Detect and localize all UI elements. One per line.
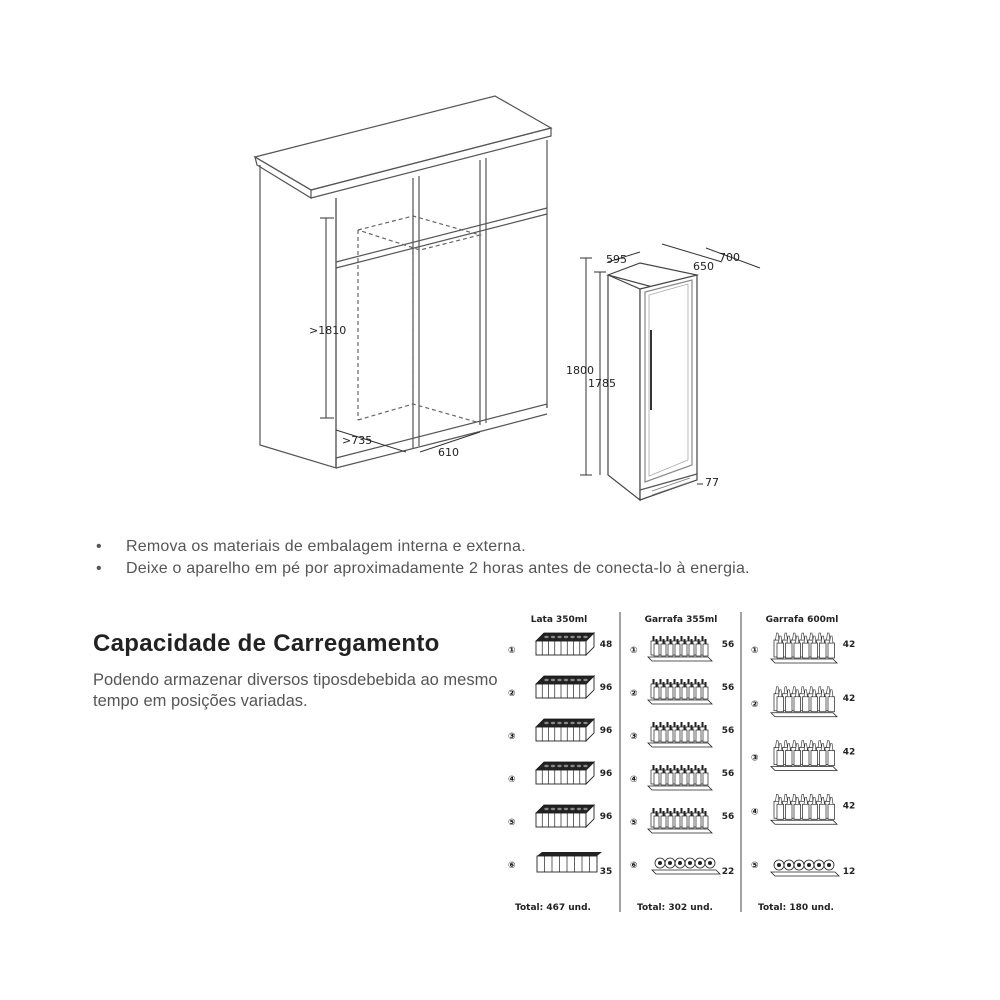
installation-notes	[96, 536, 750, 580]
shelf-count: 56	[721, 726, 735, 736]
shelf-number: ⑤	[508, 818, 516, 828]
shelf-small-bottle-icon	[648, 636, 712, 661]
note-item	[96, 536, 750, 558]
shelf-can-icon	[536, 676, 594, 698]
shelf-row	[508, 805, 612, 828]
shelf-can-icon	[536, 719, 594, 741]
dim-unit-depth-2: 700	[719, 251, 740, 264]
shelf-small-bottle-icon	[652, 858, 720, 874]
wine-cooler-drawing	[580, 244, 760, 500]
note-item	[96, 558, 750, 580]
shelf-can-icon	[536, 633, 594, 655]
shelf-number: ③	[751, 753, 759, 764]
shelf-row	[630, 858, 734, 877]
shelf-small-bottle-icon	[648, 679, 712, 704]
shelf-number: ②	[630, 689, 638, 699]
shelf-number: ③	[630, 732, 638, 742]
shelf-row	[751, 741, 855, 771]
shelf-count: 56	[721, 683, 735, 693]
shelf-large-bottle-icon	[771, 794, 837, 824]
shelf-row	[751, 633, 855, 663]
shelf-number: ④	[751, 807, 759, 818]
shelf-number: ③	[508, 732, 516, 742]
shelf-row	[630, 679, 734, 704]
shelf-row	[751, 860, 855, 877]
capacity-description: Podendo armazenar diversos tiposdebebida ao mesmo tempo em posições variadas.	[93, 671, 498, 710]
cabinet-drawing	[255, 96, 551, 468]
shelf-count: 42	[842, 693, 856, 704]
shelf-number: ⑥	[508, 861, 516, 871]
dim-unit-depth-1: 650	[693, 260, 714, 273]
shelf-row	[508, 719, 612, 742]
dim-cabinet-depth: >735	[342, 434, 373, 447]
dim-unit-base: 77	[705, 476, 719, 489]
shelf-large-bottle-icon	[771, 687, 837, 717]
shelf-number: ①	[630, 646, 638, 656]
column-total: Total: 467 und.	[515, 903, 591, 913]
shelf-row	[751, 687, 855, 717]
shelf-row	[508, 633, 612, 656]
dim-unit-height-body: 1785	[588, 377, 616, 390]
shelf-row	[630, 808, 734, 833]
shelf-count: 56	[721, 812, 735, 822]
shelf-count: 42	[842, 640, 856, 650]
column-total: Total: 302 und.	[637, 903, 713, 913]
shelf-small-bottle-icon	[648, 808, 712, 833]
column-total: Total: 180 und.	[758, 903, 834, 913]
bullet: •	[96, 538, 102, 555]
shelf-large-bottle-icon	[771, 633, 837, 663]
shelf-number: ②	[508, 689, 516, 699]
shelf-number: ①	[751, 646, 759, 656]
shelf-number: ⑥	[630, 861, 638, 871]
shelf-number: ①	[508, 646, 516, 656]
dim-unit-width: 595	[606, 253, 627, 266]
note-text: Deixe o aparelho em pé por aproximadamente 2 horas antes de conecta-lo à energia.	[126, 560, 750, 577]
column-header: Garrafa 355ml	[644, 615, 718, 625]
shelf-can-icon	[536, 805, 594, 827]
shelf-count: 22	[721, 867, 735, 877]
load-column-large-bottle	[751, 615, 855, 913]
note-text: Remova os materiais de embalagem interna e externa.	[126, 538, 526, 555]
shelf-count: 12	[842, 867, 856, 877]
column-header: Garrafa 600ml	[765, 615, 839, 625]
shelf-number: ⑤	[751, 861, 759, 871]
shelf-count: 48	[599, 640, 613, 650]
shelf-count: 96	[599, 726, 613, 736]
shelf-number: ②	[751, 699, 759, 710]
load-column-small-bottle	[630, 615, 734, 913]
dim-cabinet-width: 610	[438, 446, 459, 459]
shelf-count: 42	[842, 801, 856, 812]
shelf-row	[508, 852, 612, 877]
dim-unit-height-total: 1800	[566, 364, 594, 377]
shelf-row	[508, 676, 612, 699]
shelf-number: ⑤	[630, 818, 638, 828]
shelf-small-bottle-icon	[648, 765, 712, 790]
shelf-count: 56	[721, 769, 735, 779]
dim-cabinet-height: >1810	[309, 324, 347, 337]
shelf-count: 35	[599, 867, 613, 877]
load-column-can	[508, 615, 612, 913]
shelf-large-bottle-icon	[771, 860, 839, 876]
capacity-title: Capacidade de Carregamento	[93, 630, 440, 657]
shelf-row	[630, 765, 734, 790]
shelf-large-bottle-icon	[771, 741, 837, 771]
shelf-number: ④	[630, 775, 638, 785]
shelf-count: 96	[599, 769, 613, 779]
load-capacity-table	[500, 610, 870, 920]
shelf-row	[630, 636, 734, 661]
shelf-can-icon	[536, 762, 594, 784]
shelf-count: 96	[599, 683, 613, 693]
column-header: Lata 350ml	[530, 615, 588, 625]
shelf-row	[751, 794, 855, 824]
shelf-count: 42	[842, 747, 856, 758]
shelf-row	[630, 722, 734, 747]
bullet: •	[96, 560, 102, 577]
shelf-row	[508, 762, 612, 785]
shelf-can-icon	[537, 852, 602, 872]
shelf-count: 56	[721, 640, 735, 650]
shelf-count: 96	[599, 812, 613, 822]
shelf-number: ④	[508, 775, 516, 785]
shelf-small-bottle-icon	[648, 722, 712, 747]
